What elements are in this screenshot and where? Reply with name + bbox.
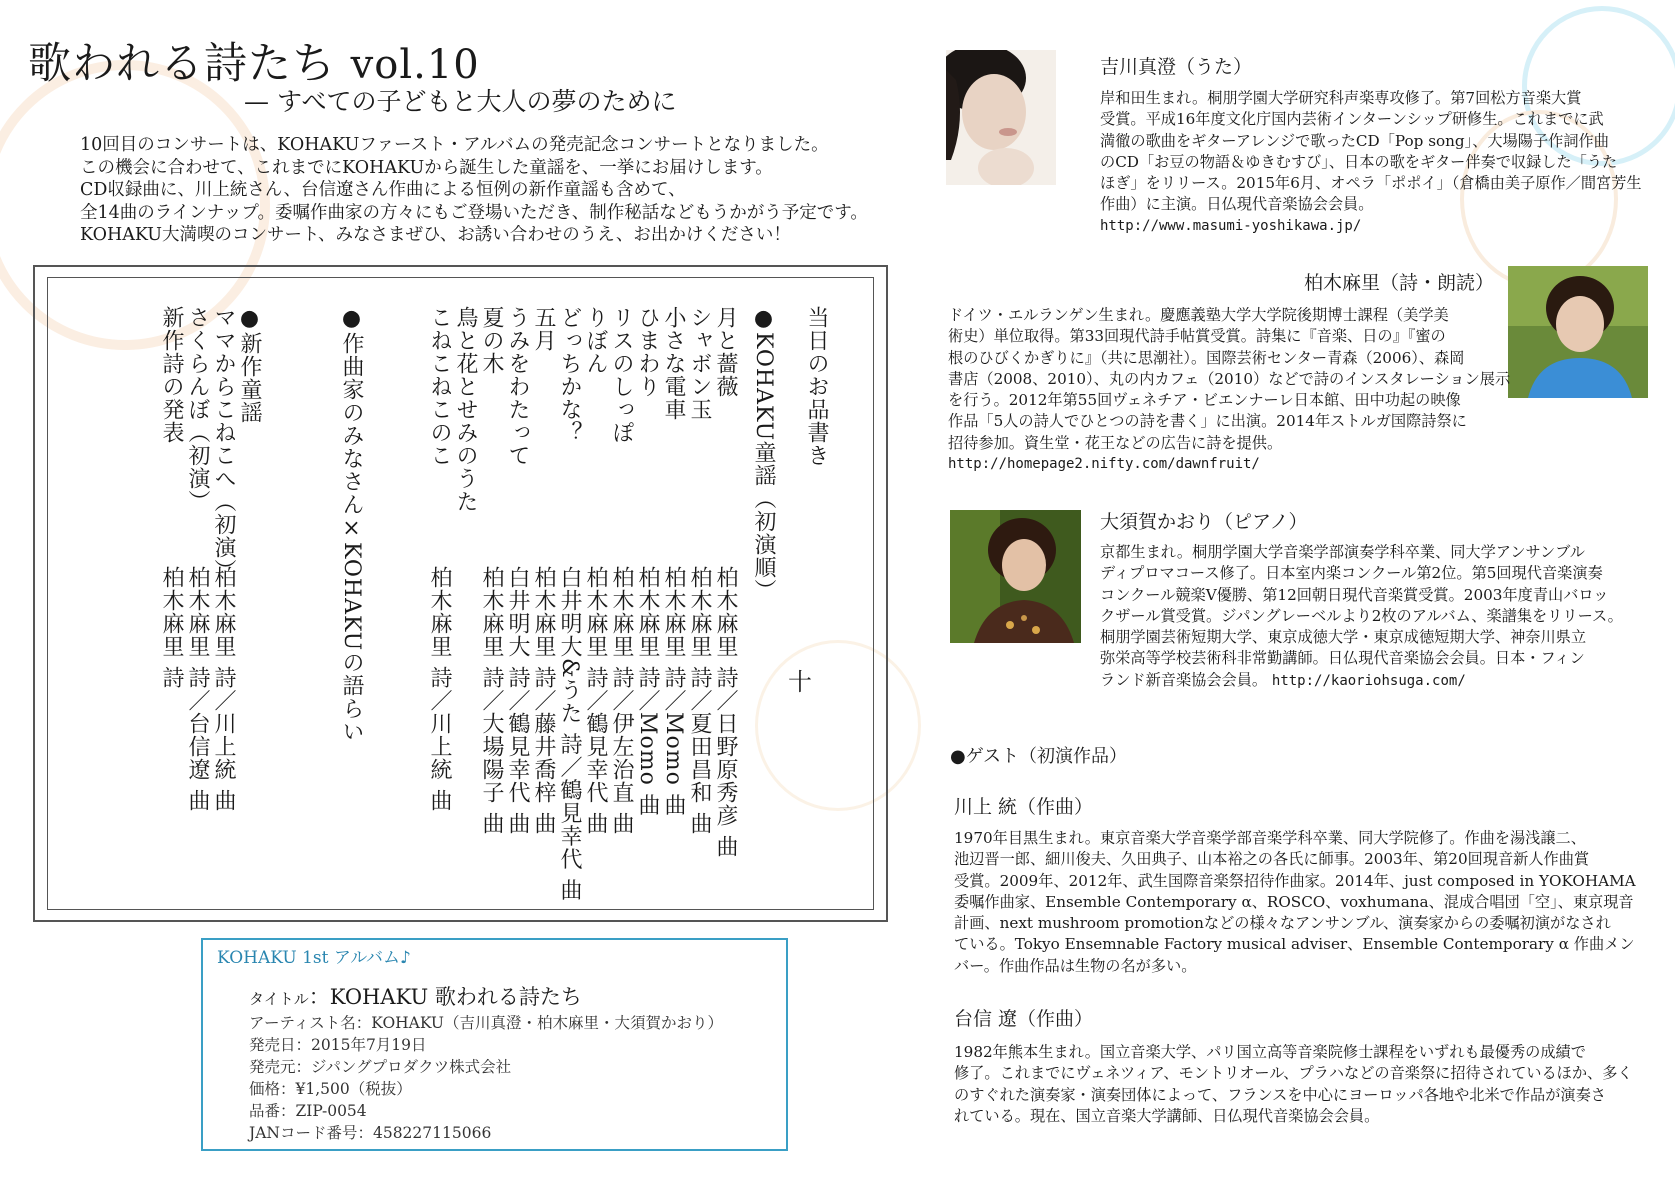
bio-text-yoshikawa <box>1100 88 1642 237</box>
bio-line: 修了。これまでにヴェネツィア、モントリオール、プラハなどの音楽祭に招待されているほか、多く <box>954 1064 1633 1083</box>
song-credit: 柏木麻里 詩／伊左治直 曲 <box>609 566 634 835</box>
new-song-title: さくらんぼ（初演） <box>185 306 210 513</box>
bio-line: クザール賞受賞。ジパングレーベルより2枚のアルバム、楽譜集をリリース。 <box>1100 606 1623 625</box>
bio-name-osuga: 大須賀かおり（ピアノ） <box>1100 511 1308 533</box>
song-title: 五月 <box>531 306 556 352</box>
bio-text-daishin <box>954 1042 1633 1127</box>
bio-line: 弥栄高等学校芸術科非常勤講師。日仏現代音楽協会会員。日本・フィン <box>1100 649 1585 668</box>
bio-line: 満徹の歌曲をギターアレンジで歌ったCD「Pop song」、大場陽子作詞作曲 <box>1100 131 1609 150</box>
bio-line: のすぐれた演奏家・演奏団体によって、フランスを中心にヨーロッパ各地や北米で作品が演奏さ <box>954 1085 1606 1104</box>
bio-line: のCD「お豆の物語＆ゆきむすび」、日本の歌をギター伴奏で収録した「うた <box>1100 152 1618 171</box>
bio-name-kashiwagi: 柏木麻里（詩・朗読） <box>1304 272 1495 294</box>
bio-line: ランド新音楽協会会員。 <box>1100 670 1268 689</box>
bio-name-yoshikawa: 吉川真澄（うた） <box>1100 56 1253 78</box>
album-artist: アーティスト名：KOHAKU（吉川真澄・柏木麻里・大須賀かおり） <box>249 1014 723 1032</box>
bio-url-osuga[interactable]: http://kaoriohsuga.com/ <box>1271 672 1466 689</box>
bio-line: ほぎ」をリリース。2015年6月、オペラ「ポポイ」（倉橋由美子原作／間宮芳生 <box>1100 174 1642 193</box>
song-title: ひまわり <box>635 306 660 398</box>
bio-text-kashiwagi <box>948 305 1510 475</box>
bio-text-osuga <box>1100 542 1623 692</box>
bio-line: 岸和田生まれ。桐朋学園大学研究科声楽専攻修了。第7回松方音楽大賞 <box>1100 89 1582 107</box>
song-credit: 白井明大 詩／鶴見幸代 曲 <box>505 566 530 835</box>
song-title: 月と薔薇 <box>713 306 738 398</box>
song-credit: 柏木麻里 詩／藤井喬梓 曲 <box>531 566 556 835</box>
song-title: 夏の木 <box>479 306 504 375</box>
song-credit: 柏木麻里 詩／Momo 曲 <box>635 566 660 817</box>
song-title: 鳥と花とせみのうた <box>453 306 478 513</box>
cross-mark: 十 <box>788 668 812 696</box>
program-section-kohaku: ●KOHAKU童謡（初演順） <box>751 306 776 603</box>
page-subtitle: — すべての子どもと大人の夢のために <box>244 87 677 116</box>
bio-line: 作品「5人の詩人でひとつの詩を書く」に出演。2014年ストルガ国際詩祭に <box>948 412 1467 431</box>
bio-line: 受賞。平成16年度文化庁国内芸術インターンシップ研修生。これまでに武 <box>1100 110 1604 129</box>
song-credit: 柏木麻里 詩／日野原秀彦 曲 <box>713 566 738 858</box>
album-catalog-number: 品番：ZIP-0054 <box>249 1102 367 1120</box>
bio-line: 池辺晋一郎、細川俊夫、久田典子、山本裕之の各氏に師事。2003年、第20回現音新人作曲賞 <box>954 850 1590 869</box>
new-song-title: 新作詩の発表 <box>159 306 184 444</box>
bio-line: 桐朋学園芸術短期大学、東京成徳大学・東京成徳短期大学、神奈川県立 <box>1100 628 1586 647</box>
bio-line: 京都生まれ。桐朋学園大学音楽学部演奏学科卒業、同大学アンサンブル <box>1100 543 1585 561</box>
bio-line: コンクール競楽V優勝、第12回朝日現代音楽賞受賞。2003年度青山バロッ <box>1100 585 1609 604</box>
bio-line: ドイツ・エルランゲン生まれ。慶應義塾大学大学院後期博士課程（美学美 <box>948 306 1449 324</box>
bio-name-daishin: 台信 遼（作曲） <box>954 1008 1094 1030</box>
album-title-line <box>249 981 582 1011</box>
song-credit: 柏木麻里 詩／Momo 曲 <box>661 566 686 817</box>
program-section-new: ●新作童謡 <box>237 306 262 424</box>
song-title: シャボン玉 <box>687 306 712 421</box>
song-title: リスのしっぽ <box>609 306 634 444</box>
bio-name-kawakami: 川上 統（作曲） <box>954 796 1094 818</box>
album-title-value: ：KOHAKU 歌われる詩たち <box>308 985 582 1009</box>
song-credit: 柏木麻里 詩／大場陽子 曲 <box>479 566 504 835</box>
intro-line: KOHAKU大満喫のコンサート、みなさまぜひ、お誘い合わせのうえ、お出かけください！ <box>80 225 791 245</box>
album-publisher: 発売元：ジパングプロダクツ株式会社 <box>249 1058 512 1076</box>
intro-paragraph <box>80 134 910 247</box>
program-heading: 当日のお品書き <box>804 306 829 467</box>
bio-line: 術史）単位取得。第33回現代詩手帖賞受賞。詩集に『音楽、日の』『蜜の <box>948 327 1446 346</box>
new-song-title: ママからこねこへ（初演） <box>211 306 236 582</box>
new-song-credit: 柏木麻里 詩 <box>159 566 184 689</box>
intro-line: 10回目のコンサートは、KOHAKUファースト・アルバムの発売記念コンサートとなりました。 <box>80 135 829 155</box>
program-inner-frame <box>47 277 874 910</box>
album-price: 価格：¥1,500（税抜） <box>249 1080 412 1098</box>
bio-line: 受賞。2009年、2012年、武生国際音楽祭招待作曲家。2014年、just composed in YOKOHAMA <box>954 871 1636 890</box>
bio-line: 根のひびくかぎりに』（共に思潮社）。国際芸術センター青森（2006）、森岡 <box>948 348 1465 367</box>
bio-line: バー。作曲作品は生物の名が多い。 <box>954 956 1197 975</box>
program-section-talk: ●作曲家のみなさん×KOHAKUの語らい <box>339 306 364 744</box>
song-title: 小さな電車 <box>661 306 686 421</box>
album-title-label: タイトル <box>249 990 309 1008</box>
bio-line: を行う。2012年第55回ヴェネチア・ビエンナーレ日本館、田中功起の映像 <box>948 391 1461 410</box>
bio-line: 委嘱作曲家、Ensemble Contemporary α、ROSCO、voxhumana、混成合唱団「空」、東京現音 <box>954 892 1634 911</box>
program-box <box>33 265 888 922</box>
photo-yoshikawa <box>946 50 1056 185</box>
title-text: 歌われる詩たち <box>28 39 336 89</box>
song-title: うみをわたって <box>505 306 530 467</box>
song-title: どっちかな？ <box>557 306 582 444</box>
intro-line: CD収録曲に、川上統さん、台信遼さん作曲による恒例の新作童謡も含めて、 <box>80 180 686 200</box>
title-volume: vol.10 <box>350 42 480 88</box>
intro-line: この機会に合わせて、これまでにKOHAKUから誕生した童謡を、一挙にお届けします。 <box>80 157 773 178</box>
bio-line: れている。現在、国立音楽大学講師、日仏現代音楽協会会員。 <box>954 1106 1380 1125</box>
bio-url-kashiwagi[interactable]: http://homepage2.nifty.com/dawnfruit/ <box>948 456 1260 473</box>
song-credit: 柏木麻里 詩／鶴見幸代 曲 <box>583 566 608 835</box>
bio-line: ディプロマコース修了。日本室内楽コンクール第2位。第5回現代音楽演奏 <box>1100 564 1603 583</box>
bio-line: 1982年熊本生まれ。国立音楽大学、パリ国立高等音楽院修士課程をいずれも最優秀の成績で <box>954 1043 1586 1061</box>
song-title: りぼん <box>583 306 608 375</box>
song-credit: 柏木麻里 詩／川上統 曲 <box>427 566 452 812</box>
intro-line: 全14曲のラインナップ。委嘱作曲家の方々にもご登場いただき、制作秘話などもうかがう予定です。 <box>80 202 868 223</box>
bio-text-kawakami <box>954 828 1636 977</box>
bio-line: 作曲）に主演。日仏現代音楽協会会員。 <box>1100 195 1374 214</box>
bio-line: 書店（2008、2010）、丸の内カフェ（2010）などで詩のインスタレーション展示 <box>948 369 1511 388</box>
photo-kashiwagi <box>1508 266 1648 398</box>
album-info-box <box>201 938 788 1151</box>
photo-osuga <box>950 510 1081 643</box>
song-credit: 柏木麻里 詩／夏田昌和 曲 <box>687 566 712 835</box>
bio-line: 招待参加。資生堂・花王などの広告に詩を提供。 <box>948 433 1283 452</box>
bio-line: 1970年目黒生まれ。東京音楽大学音楽学部音楽学科卒業、同大学院修了。作曲を湯浅譲二、 <box>954 829 1586 847</box>
song-credit: 白井明大&うた 詩／鶴見幸代 曲 <box>557 566 582 902</box>
album-heading: KOHAKU 1st アルバム♪ <box>217 948 411 968</box>
album-jan-code: JANコード番号：458227115066 <box>249 1124 492 1142</box>
bio-url-yoshikawa[interactable]: http://www.masumi-yoshikawa.jp/ <box>1100 217 1362 234</box>
bio-line: ている。Tokyo Ensemnable Factory musical adviser、Ensemble Contemporary α 作曲メン <box>954 935 1635 954</box>
new-song-credit: 柏木麻里 詩／台信遼 曲 <box>185 566 210 812</box>
bio-line: 計画、next mushroom promotionなどの様々なアンサンブル、演奏家からの委嘱初演がなされ <box>954 914 1611 933</box>
song-title: こねこねこのこ <box>427 306 452 467</box>
album-release-date: 発売日：2015年7月19日 <box>249 1036 427 1054</box>
guest-heading: ●ゲスト（初演作品） <box>950 746 1127 767</box>
new-song-credit: 柏木麻里 詩／川上統 曲 <box>211 566 236 812</box>
